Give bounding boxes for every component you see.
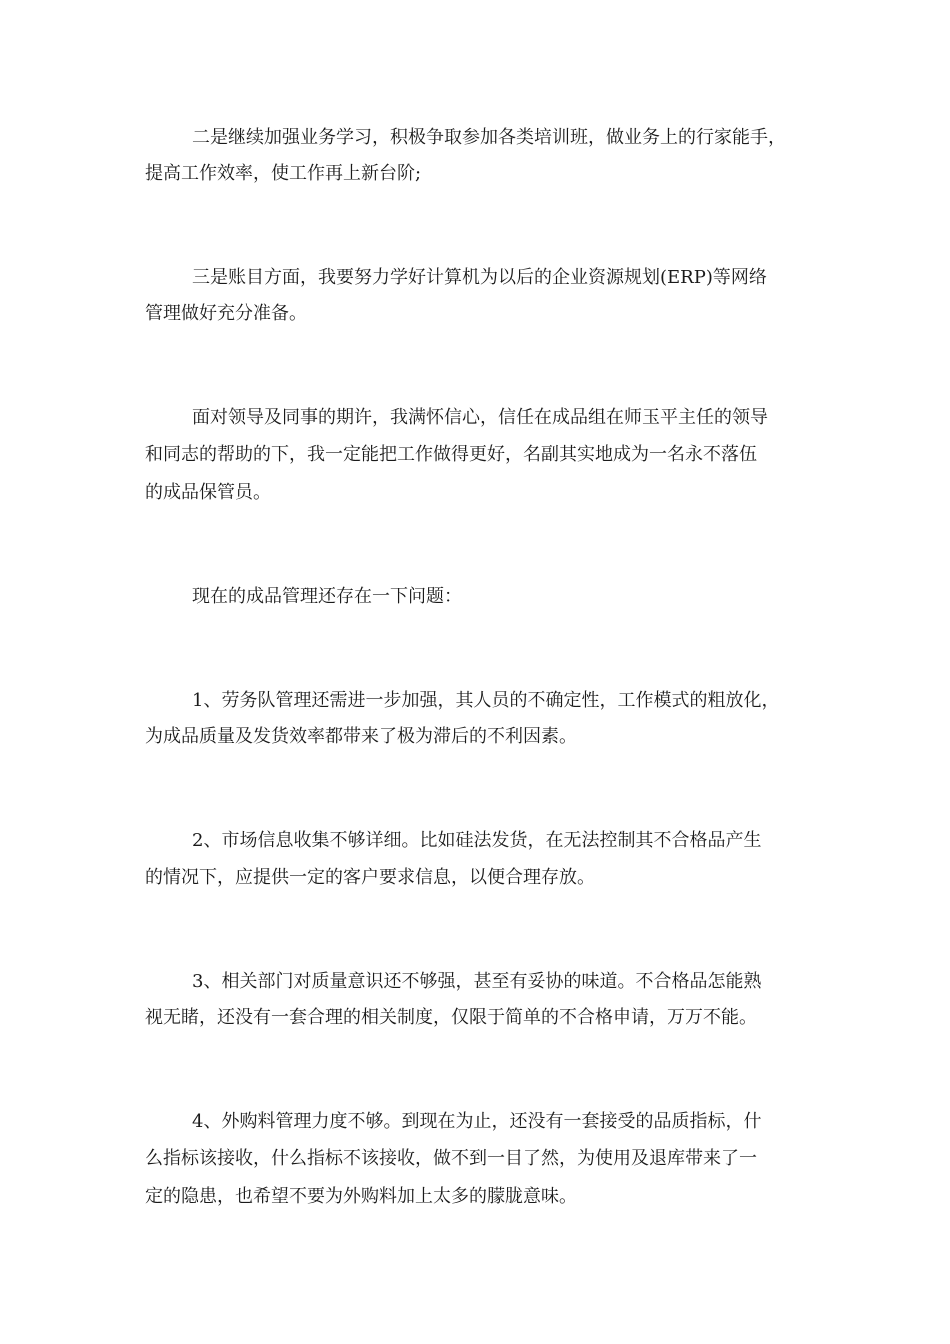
- paragraph-line: 的成品保管员。: [145, 482, 271, 503]
- paragraph-line: 2、市场信息收集不够详细。比如硅法发货，在无法控制其不合格品产生: [192, 830, 762, 851]
- paragraph-line: 1、劳务队管理还需进一步加强，其人员的不确定性，工作模式的粗放化，: [192, 690, 780, 711]
- paragraph-line: 3、相关部门对质量意识还不够强，甚至有妥协的味道。不合格品怎能熟: [192, 971, 762, 992]
- paragraph-line: 的情况下，应提供一定的客户要求信息，以便合理存放。: [145, 867, 595, 888]
- paragraph-line: 和同志的帮助的下，我一定能把工作做得更好，名副其实地成为一名永不落伍: [145, 444, 757, 465]
- paragraph-line: 为成品质量及发货效率都带来了极为滞后的不利因素。: [145, 726, 577, 747]
- paragraph-line: 提高工作效率，使工作再上新台阶;: [145, 163, 422, 184]
- paragraph-line: 现在的成品管理还存在一下问题：: [192, 586, 462, 607]
- paragraph-line: 面对领导及同事的期许，我满怀信心，信任在成品组在师玉平主任的领导: [192, 407, 768, 428]
- paragraph-line: 三是账目方面，我要努力学好计算机为以后的企业资源规划(ERP)等网络: [192, 267, 767, 288]
- paragraph-line: 定的隐患，也希望不要为外购料加上太多的朦胧意味。: [145, 1186, 577, 1207]
- paragraph-line: 二是继续加强业务学习，积极争取参加各类培训班，做业务上的行家能手，: [192, 127, 786, 148]
- paragraph-line: 管理做好充分准备。: [145, 303, 307, 324]
- paragraph-line: 4、外购料管理力度不够。到现在为止，还没有一套接受的品质指标，什: [192, 1111, 762, 1132]
- paragraph-line: 么指标该接收，什么指标不该接收，做不到一目了然，为使用及退库带来了一: [145, 1148, 757, 1169]
- paragraph-line: 视无睹，还没有一套合理的相关制度，仅限于简单的不合格申请，万万不能。: [145, 1007, 757, 1028]
